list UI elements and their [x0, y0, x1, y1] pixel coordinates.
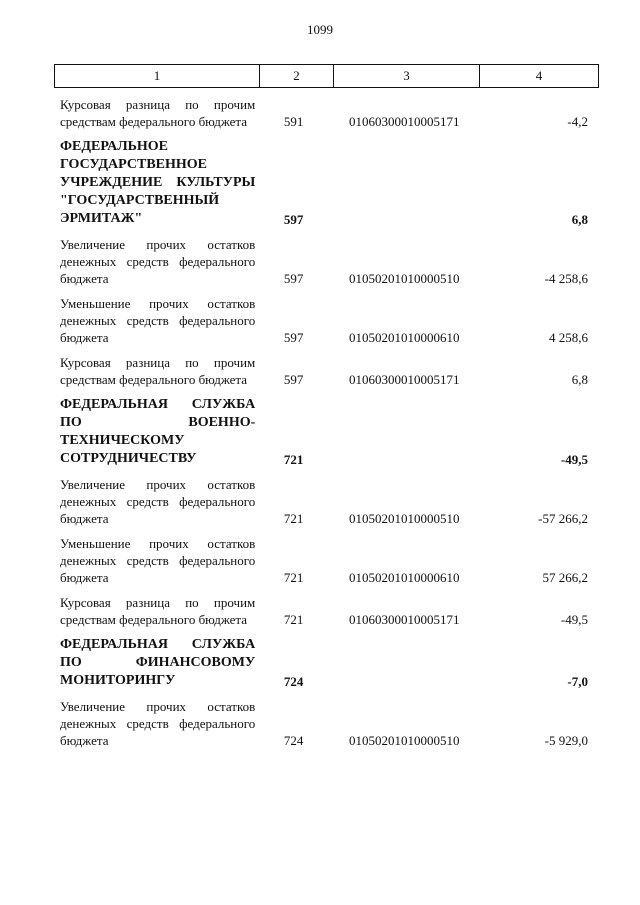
table-row	[54, 295, 594, 346]
table-row	[54, 636, 594, 690]
row-name: Уменьшение прочих остатков денежных средств федерального бюджета	[60, 536, 256, 585]
row-name: Увеличение прочих остатков денежных средств федерального бюджета	[60, 237, 256, 286]
row-kbk: 01050201010000510	[348, 271, 460, 286]
table-row	[54, 698, 594, 749]
table-row	[54, 535, 594, 586]
row-name: Увеличение прочих остатков денежных средств федерального бюджета	[60, 477, 256, 526]
row-name: Увеличение прочих остатков денежных средств федерального бюджета	[60, 699, 256, 748]
row-amount: 6,8	[571, 372, 588, 387]
row-amount: -49,5	[560, 612, 588, 627]
row-amount: 57 266,2	[542, 570, 588, 585]
table-row	[54, 96, 594, 130]
row-kbk: 01050201010000610	[348, 570, 460, 585]
row-name: ФЕДЕРАЛЬНАЯ СЛУЖБА ПО ФИНАНСОВОМУ МОНИТОРИНГУ	[60, 637, 256, 688]
row-code: 721	[283, 511, 304, 526]
row-code: 724	[283, 674, 304, 689]
row-code: 597	[283, 330, 304, 345]
row-kbk: 01050201010000610	[348, 330, 460, 345]
row-code: 597	[283, 372, 304, 387]
row-kbk: 01060300010005171	[348, 612, 460, 627]
row-amount: -4 258,6	[544, 271, 588, 286]
row-code: 597	[283, 212, 304, 227]
row-code: 597	[283, 271, 304, 286]
row-name: ФЕДЕРАЛЬНОЕ ГОСУДАРСТВЕННОЕ УЧРЕЖДЕНИЕ КУЛЬТУРЫ "ГОСУДАРСТВЕННЫЙ ЭРМИТАЖ"	[60, 139, 256, 226]
row-code: 721	[283, 570, 304, 585]
row-name: Курсовая разница по прочим средствам федерального бюджета	[60, 355, 256, 387]
column-header-1: 1	[55, 65, 260, 88]
row-amount: -57 266,2	[538, 511, 588, 526]
table-row	[54, 236, 594, 287]
row-amount: -49,5	[560, 452, 588, 467]
column-header-4: 4	[480, 65, 599, 88]
row-code: 591	[283, 114, 304, 129]
row-name: Курсовая разница по прочим средствам федерального бюджета	[60, 595, 256, 627]
row-amount: -4,2	[567, 114, 588, 129]
row-kbk: 01060300010005171	[348, 372, 460, 387]
column-header-table	[54, 64, 599, 88]
row-code: 724	[283, 733, 304, 748]
row-kbk: 01050201010000510	[348, 733, 460, 748]
table-row	[54, 138, 594, 228]
row-code: 721	[283, 452, 304, 467]
row-amount: -7,0	[567, 674, 588, 689]
row-amount: 4 258,6	[549, 330, 588, 345]
row-name: Курсовая разница по прочим средствам федерального бюджета	[60, 97, 256, 129]
table-row	[54, 354, 594, 388]
row-amount: -5 929,0	[544, 733, 588, 748]
table-row	[54, 396, 594, 468]
table-row	[54, 476, 594, 527]
row-name: Уменьшение прочих остатков денежных средств федерального бюджета	[60, 296, 256, 345]
row-name: ФЕДЕРАЛЬНАЯ СЛУЖБА ПО ВОЕННО-ТЕХНИЧЕСКОМУ СОТРУДНИЧЕСТВУ	[60, 397, 256, 466]
page-number: 1099	[307, 22, 333, 37]
row-code: 721	[283, 612, 304, 627]
column-header-3: 3	[334, 65, 480, 88]
table-body	[54, 96, 594, 757]
column-header-row	[55, 65, 599, 88]
table-row	[54, 594, 594, 628]
row-kbk: 01060300010005171	[348, 114, 460, 129]
column-header-2: 2	[260, 65, 334, 88]
row-kbk: 01050201010000510	[348, 511, 460, 526]
row-amount: 6,8	[571, 212, 588, 227]
